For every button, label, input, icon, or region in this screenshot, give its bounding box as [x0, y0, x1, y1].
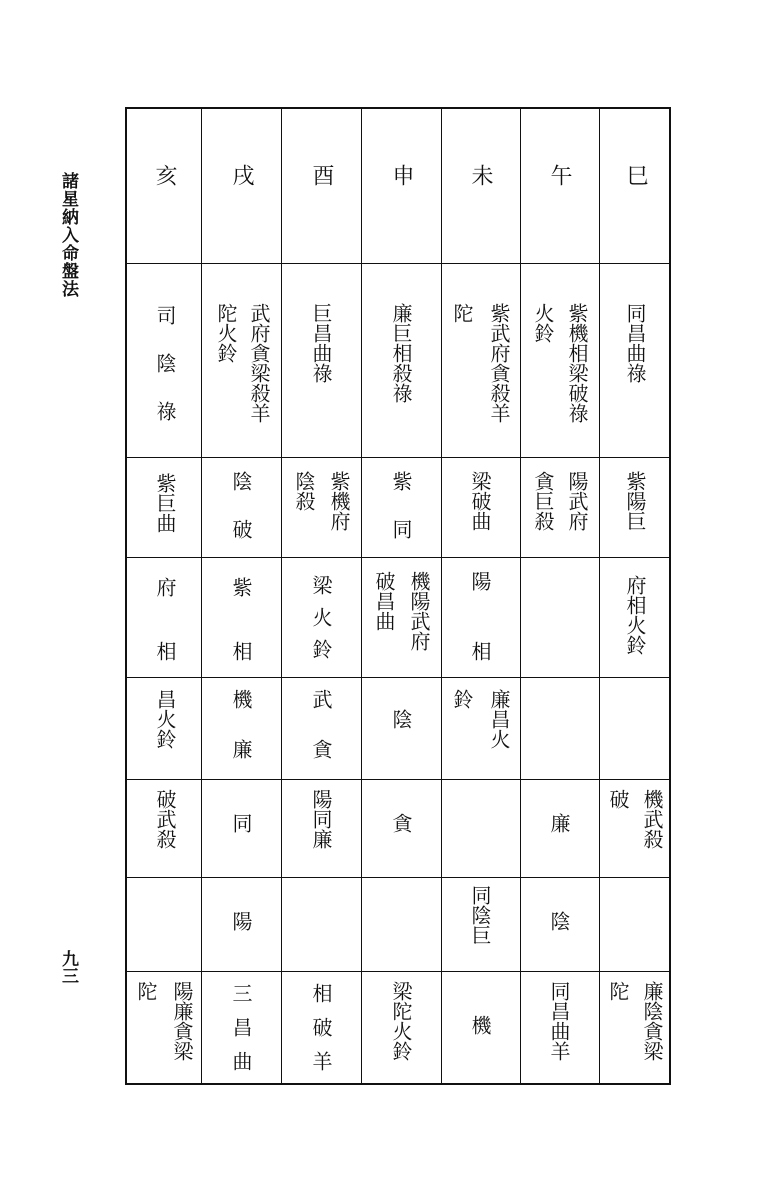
star-column: 武府貪梁殺羊	[247, 303, 271, 423]
star-column: 紫機府	[327, 471, 351, 531]
cell-r6-you	[281, 779, 361, 877]
star-column: 陀火鈴	[214, 303, 238, 363]
cell-r3-wei	[441, 457, 520, 557]
page-number: 九三	[58, 950, 78, 984]
star-column: 同	[229, 813, 253, 833]
cell-r7-wei	[441, 877, 520, 971]
cell-r5-shen	[361, 677, 441, 779]
star-column: 廉	[547, 813, 571, 833]
branch-cell-xu	[201, 109, 281, 263]
star-column: 陽	[468, 571, 492, 591]
branch-label: 未	[468, 164, 493, 186]
branch-cell-si	[599, 109, 671, 263]
star-column: 梁破曲	[468, 471, 492, 531]
cell-r5-hai	[127, 677, 201, 779]
cell-r2-xu	[201, 263, 281, 457]
star-column: 紫機相梁破祿	[565, 303, 589, 423]
cell-r8-you	[281, 971, 361, 1083]
star-column: 同陰巨	[468, 885, 492, 945]
star-column: 破	[309, 1017, 333, 1037]
star-column: 陰	[153, 353, 177, 373]
star-column: 紫陽巨	[623, 471, 647, 531]
star-column: 破昌曲	[372, 571, 396, 631]
cell-r4-xu	[201, 557, 281, 677]
star-column: 武	[309, 689, 333, 709]
star-column: 相	[153, 641, 177, 661]
branch-cell-shen	[361, 109, 441, 263]
star-column: 廉	[229, 739, 253, 759]
star-column: 紫	[389, 471, 413, 491]
star-column: 昌火鈴	[153, 689, 177, 749]
star-column: 機	[468, 1015, 492, 1035]
cell-r4-wei	[441, 557, 520, 677]
star-column: 陰	[229, 471, 253, 491]
cell-r2-hai	[127, 263, 201, 457]
cell-r2-si	[599, 263, 671, 457]
cell-r4-you	[281, 557, 361, 677]
cell-r8-wei	[441, 971, 520, 1083]
branch-label: 亥	[152, 164, 177, 186]
cell-r3-wu	[520, 457, 599, 557]
star-column: 同昌曲羊	[547, 981, 571, 1061]
cell-r6-wu	[520, 779, 599, 877]
star-column: 曲	[229, 1051, 253, 1071]
branch-cell-wu	[520, 109, 599, 263]
star-column: 破	[229, 519, 253, 539]
cell-r5-wu	[520, 677, 599, 779]
cell-r7-xu	[201, 877, 281, 971]
cell-r7-hai	[127, 877, 201, 971]
cell-r4-hai	[127, 557, 201, 677]
star-column: 昌	[229, 1017, 253, 1037]
star-column: 廉巨相殺祿	[389, 303, 413, 403]
cell-r3-hai	[127, 457, 201, 557]
cell-r8-hai	[127, 971, 201, 1083]
star-column: 廉陰貪梁	[640, 981, 664, 1061]
cell-r2-shen	[361, 263, 441, 457]
star-column: 破武殺	[153, 789, 177, 849]
star-column: 紫	[229, 577, 253, 597]
star-column: 陽	[229, 911, 253, 931]
cell-r3-si	[599, 457, 671, 557]
star-column: 梁	[309, 575, 333, 595]
star-column: 火	[309, 607, 333, 627]
star-column: 陀	[450, 303, 474, 323]
side-title: 諸星納入命盤法	[58, 172, 78, 298]
cell-r6-xu	[201, 779, 281, 877]
star-column: 機	[229, 689, 253, 709]
cell-r7-wu	[520, 877, 599, 971]
cell-r4-si	[599, 557, 671, 677]
cell-r5-si	[599, 677, 671, 779]
star-column: 陀	[134, 981, 158, 1001]
star-column: 三	[229, 983, 253, 1003]
star-column: 相	[468, 641, 492, 661]
branch-cell-you	[281, 109, 361, 263]
cell-r5-wei	[441, 677, 520, 779]
cell-r8-si	[599, 971, 671, 1083]
star-placement-table	[125, 107, 671, 1085]
star-column: 陀	[606, 981, 630, 1001]
cell-r8-wu	[520, 971, 599, 1083]
cell-r2-wu	[520, 263, 599, 457]
star-column: 破	[606, 789, 630, 809]
star-column: 司	[153, 305, 177, 325]
cell-r2-wei	[441, 263, 520, 457]
cell-r2-you	[281, 263, 361, 457]
branch-label: 午	[547, 164, 572, 186]
cell-r5-you	[281, 677, 361, 779]
star-column: 陰	[547, 911, 571, 931]
star-column: 陽武府	[565, 471, 589, 531]
star-column: 梁陀火鈴	[389, 981, 413, 1061]
cell-r4-shen	[361, 557, 441, 677]
star-column: 廉昌火	[487, 689, 511, 749]
branch-label: 申	[389, 164, 414, 186]
star-column: 貪	[389, 813, 413, 833]
star-column: 陰	[389, 709, 413, 729]
star-column: 鈴	[450, 689, 474, 709]
branch-label: 戌	[229, 164, 254, 186]
star-column: 羊	[309, 1051, 333, 1071]
cell-r6-wei	[441, 779, 520, 877]
star-column: 相	[229, 641, 253, 661]
cell-r7-si	[599, 877, 671, 971]
star-column: 同昌曲祿	[623, 303, 647, 383]
star-column: 鈴	[309, 639, 333, 659]
cell-r3-you	[281, 457, 361, 557]
star-column: 紫武府貪殺羊	[487, 303, 511, 423]
cell-r8-xu	[201, 971, 281, 1083]
cell-r6-hai	[127, 779, 201, 877]
star-column: 紫巨曲	[153, 473, 177, 533]
star-column: 陽同廉	[309, 789, 333, 849]
star-column: 相	[309, 983, 333, 1003]
star-column: 火鈴	[531, 303, 555, 343]
star-column: 機陽武府	[407, 571, 431, 651]
branch-cell-hai	[127, 109, 201, 263]
cell-r7-you	[281, 877, 361, 971]
cell-r7-shen	[361, 877, 441, 971]
star-column: 祿	[153, 401, 177, 421]
branch-cell-wei	[441, 109, 520, 263]
star-column: 府相火鈴	[623, 575, 647, 655]
branch-label: 酉	[309, 164, 334, 186]
cell-r3-xu	[201, 457, 281, 557]
cell-r3-shen	[361, 457, 441, 557]
star-column: 同	[389, 519, 413, 539]
cell-r4-wu	[520, 557, 599, 677]
star-column: 貪巨殺	[531, 471, 555, 531]
star-column: 陰殺	[292, 471, 316, 511]
cell-r6-si	[599, 779, 671, 877]
branch-label: 巳	[623, 164, 648, 186]
cell-r8-shen	[361, 971, 441, 1083]
star-column: 陽廉貪梁	[170, 981, 194, 1061]
star-column: 巨昌曲祿	[309, 303, 333, 383]
star-column: 機武殺	[640, 789, 664, 849]
star-column: 府	[153, 577, 177, 597]
star-column: 貪	[309, 739, 333, 759]
cell-r5-xu	[201, 677, 281, 779]
cell-r6-shen	[361, 779, 441, 877]
